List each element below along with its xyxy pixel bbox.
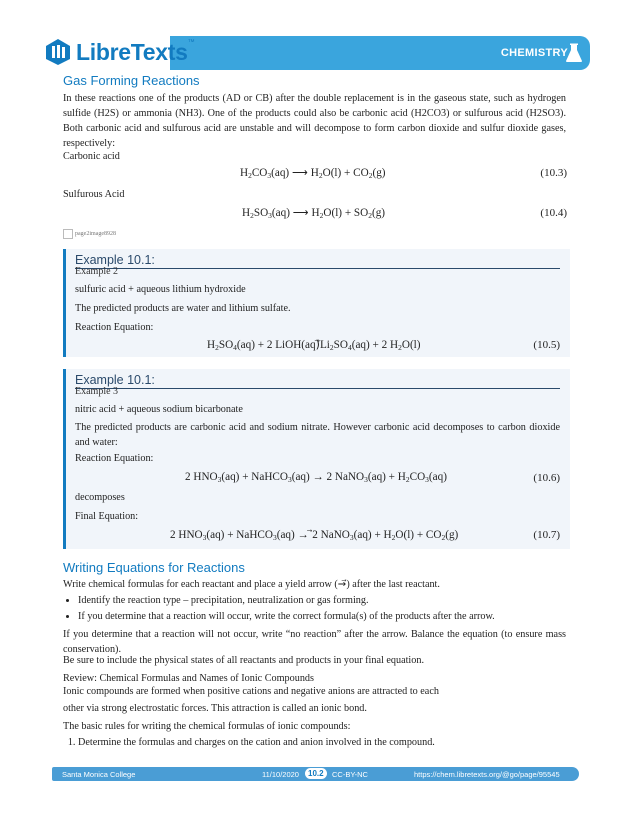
footer-url[interactable]: https://chem.libretexts.org/@go/page/95545 — [414, 770, 560, 779]
label-sulfurous-acid: Sulfurous Acid — [63, 189, 125, 200]
equation-number: (10.7) — [533, 529, 560, 541]
equation-number: (10.4) — [540, 207, 567, 219]
example-title: Example 10.1: — [75, 253, 155, 267]
example-box-2 — [63, 249, 570, 357]
logo-trademark: ™ — [187, 39, 195, 46]
example-text: Reaction Equation: — [75, 453, 154, 464]
example-text: The predicted products are water and lithium sulfate. — [75, 303, 291, 314]
equation-number: (10.5) — [533, 339, 560, 351]
footer-bar — [52, 767, 579, 781]
equation-number: (10.3) — [540, 167, 567, 179]
footer-page-number: 10.2 — [305, 768, 327, 779]
list-item: • Identify the reaction type – precipitation, neutralization or gas forming. — [78, 593, 578, 609]
example-title: Example 10.1: — [75, 373, 155, 387]
example-text: nitric acid + aqueous sodium bicarbonate — [75, 404, 243, 415]
flask-icon — [565, 43, 583, 63]
rules-list — [63, 737, 578, 748]
logo-name: LibreTexts — [76, 39, 188, 65]
equation-10-3: $H_2CO_3(aq)$ ⟶ $H_2O(l) + CO_2(g)$ — [240, 167, 386, 180]
example-box-3 — [63, 369, 570, 549]
example-text: sulfuric acid + aqueous lithium hydroxide — [75, 284, 246, 295]
broken-image-icon — [63, 229, 73, 239]
example-text: The predicted products are carbonic acid and sodium nitrate. However carbonic acid decomposes to carbon dioxide and water: — [75, 422, 560, 448]
example-divider — [75, 388, 560, 389]
steps-list — [63, 593, 578, 625]
review-title: Review: Chemical Formulas and Names of Ionic Compounds — [63, 673, 314, 684]
physical-states-paragraph: Be sure to include the physical states of all reactants and products in your final equation. — [63, 655, 424, 666]
logo-text[interactable] — [76, 39, 194, 66]
example-text: Reaction Equation: — [75, 322, 154, 333]
equation-10-5: $H_2SO_4(aq) + 2$ $LiOH(aq)⃗Li_2SO_4(aq) + 2$ $H_2O(l)$ — [207, 339, 421, 352]
review-text: Ionic compounds are formed when positive cations and negative anions are attracted to each — [63, 686, 439, 697]
rules-intro: The basic rules for writing the chemical formulas of ionic compounds: — [63, 721, 351, 732]
list-item: • If you determine that a reaction will occur, write the correct formula(s) of the products after the arrow. — [78, 609, 578, 625]
example-subtitle: Example 2 — [75, 266, 119, 277]
no-reaction-paragraph: If you determine that a reaction will not occur, write “no reaction” after the arrow. Balance the equation (to ensure mass conservation). — [63, 629, 566, 655]
equation-10-7: 2 $HNO_3(aq)$ + NaHCO$_3$(aq) → ⃗2 NaNO$_3$(aq) + $H_2O(l) + CO_2(g)$ — [170, 529, 459, 542]
label-carbonic-acid: Carbonic acid — [63, 151, 120, 162]
section-title-writing-equations: Writing Equations for Reactions — [63, 560, 245, 575]
footer-license[interactable]: CC-BY-NC — [332, 770, 368, 779]
footer-college: Santa Monica College — [62, 770, 136, 779]
section-title-gas-forming: Gas Forming Reactions — [63, 73, 200, 88]
subject-label: CHEMISTRY — [500, 47, 568, 59]
libretexts-logo-icon — [44, 38, 72, 66]
gas-forming-intro: In these reactions one of the products (AD or CB) after the double replacement is in the gaseous state, such as hydrogen sulfide (H2S) or ammonia (NH3). One of the products could also be carbonic acid (H2CO3) or sulfurous acid (H2SO3). Both carbonic acid and sulfurous acid are unstable and will decompose to form carbon dioxide and sulfur dioxide gases, respectively: — [63, 93, 566, 149]
equation-10-6: 2 $HNO_3(aq)$ + NaHCO$_3$(aq) → 2 NaNO$_3$(aq) + $H_2CO_3(aq)$ — [185, 471, 447, 484]
example-subtitle: Example 3 — [75, 386, 119, 397]
broken-image — [63, 229, 116, 239]
footer-date: 11/10/2020 — [262, 770, 299, 779]
example-text: Final Equation: — [75, 511, 139, 522]
review-text: other via strong electrostatic forces. This attraction is called an ionic bond. — [63, 703, 367, 714]
example-divider — [75, 268, 560, 269]
example-text: decomposes — [75, 492, 125, 503]
equation-number: (10.6) — [533, 472, 560, 484]
image-alt-text: page2image8928 — [75, 231, 116, 237]
equation-10-4: $H_2SO_3(aq)$ ⟶ $H_2O(l) + SO_2(g)$ — [242, 207, 386, 220]
writing-equations-intro: Write chemical formulas for each reactant and place a yield arrow (→⃗) after the last reactant. — [63, 579, 440, 590]
list-item: 1. Determine the formulas and charges on the cation and anion involved in the compound. — [78, 737, 578, 748]
